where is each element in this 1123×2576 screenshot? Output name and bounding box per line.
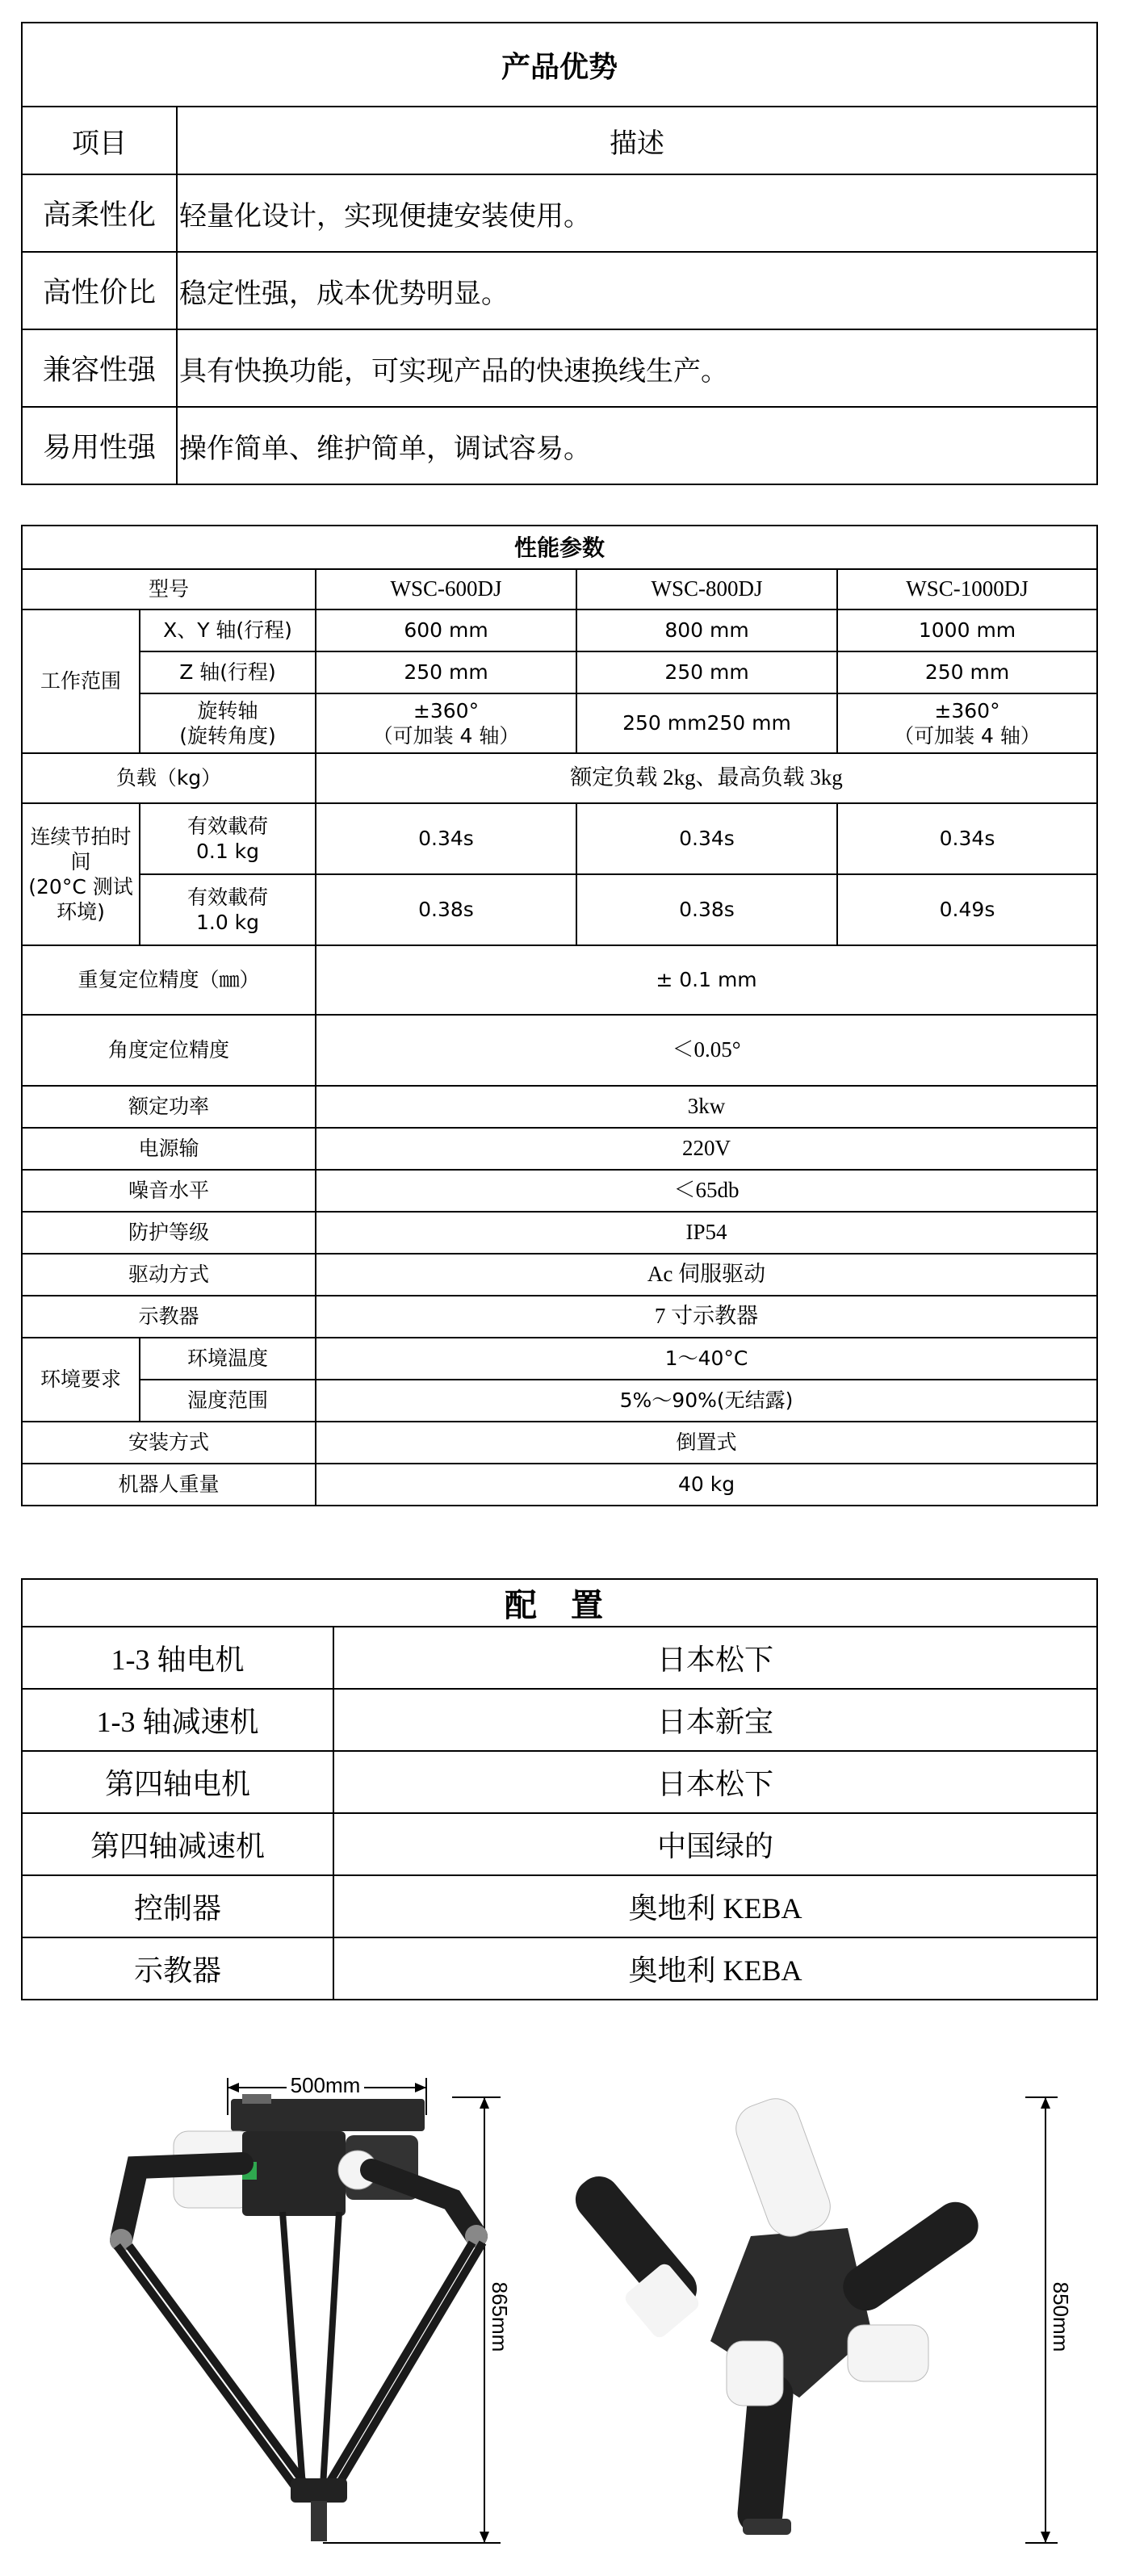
protection-label: 防护等级 (22, 1212, 316, 1254)
payload-label (140, 803, 316, 874)
table-row (22, 1627, 1097, 1689)
cycle-label-2: (20°C 测试环境) (28, 875, 133, 924)
teach-value: 7 寸示教器 (316, 1296, 1097, 1338)
spec-value: 0.38s (576, 874, 837, 945)
payload-label-1: 有效載荷 (186, 814, 268, 838)
xy-axis-label: X、Y 轴(行程) (140, 609, 316, 651)
robot-dimension-drawing (0, 1994, 1123, 2576)
advantage-desc: 稳定性强，成本优势明显。 (177, 252, 1097, 329)
model-name: WSC-1000DJ (837, 569, 1097, 609)
spec-value: 250 mm250 mm (576, 693, 837, 753)
advantage-item: 易用性强 (22, 407, 177, 484)
config-value: 奥地利 KEBA (333, 1937, 1097, 2000)
spec-value: 0.34s (576, 803, 837, 874)
humidity-value: 5%～90%(无结露) (316, 1380, 1097, 1422)
noise-label: 噪音水平 (22, 1170, 316, 1212)
angle-accuracy-value: ＜0.05° (316, 1015, 1097, 1086)
spec-value: 1000 mm (837, 609, 1097, 651)
load-value: 额定负载 2kg、最高负载 3kg (316, 753, 1097, 803)
table-row (22, 174, 1097, 252)
spec-value: 250 mm (316, 651, 576, 693)
advantage-item: 兼容性强 (22, 329, 177, 407)
robot-top-view (567, 2092, 1073, 2543)
header-desc: 描述 (177, 107, 1097, 174)
temp-value: 1～40°C (316, 1338, 1097, 1380)
config-value: 奥地利 KEBA (333, 1875, 1097, 1937)
rotation-label-2: (旋转角度) (179, 724, 276, 748)
spec-value: 0.34s (316, 803, 576, 874)
payload-label-2: 1.0 kg (195, 911, 260, 934)
rotation-axis-label (140, 693, 316, 753)
temp-label: 环境温度 (140, 1338, 316, 1380)
z-axis-label: Z 轴(行程) (140, 651, 316, 693)
weight-value: 40 kg (316, 1464, 1097, 1506)
load-label: 负载（kg） (22, 753, 316, 803)
spec-value: 0.49s (837, 874, 1097, 945)
rotation-note: （可加装 4 轴） (894, 724, 1041, 748)
config-item: 1-3 轴电机 (22, 1627, 333, 1689)
repeat-accuracy-label: 重复定位精度（㎜） (22, 945, 316, 1015)
height-dimension-left: 865mm (488, 2281, 512, 2352)
config-item: 控制器 (22, 1875, 333, 1937)
teach-label: 示教器 (22, 1296, 316, 1338)
work-range-label: 工作范围 (22, 609, 140, 753)
table-row (22, 407, 1097, 484)
spec-value: 800 mm (576, 609, 837, 651)
mount-value: 倒置式 (316, 1422, 1097, 1464)
table-row (22, 329, 1097, 407)
config-item: 第四轴减速机 (22, 1813, 333, 1875)
config-value: 日本松下 (333, 1751, 1097, 1813)
spec-value: 0.38s (316, 874, 576, 945)
payload-label-2: 0.1 kg (195, 840, 260, 863)
advantages-table (21, 22, 1098, 485)
table-row (22, 252, 1097, 329)
protection-value: IP54 (316, 1212, 1097, 1254)
model-label: 型号 (22, 569, 316, 609)
angle-accuracy-label: 角度定位精度 (22, 1015, 316, 1086)
rotation-label-1: 旋转轴 (197, 698, 258, 723)
model-name: WSC-600DJ (316, 569, 576, 609)
config-item: 示教器 (22, 1937, 333, 2000)
payload-label-1: 有效載荷 (186, 885, 268, 909)
specs-table (21, 525, 1098, 1506)
spec-value: 0.34s (837, 803, 1097, 874)
height-dimension-right: 850mm (1049, 2281, 1073, 2352)
power-value: 3kw (316, 1086, 1097, 1128)
advantage-desc: 操作简单、维护简单，调试容易。 (177, 407, 1097, 484)
table-row (22, 1751, 1097, 1813)
table-row (22, 1689, 1097, 1751)
spec-value: 250 mm (837, 651, 1097, 693)
advantage-desc: 轻量化设计，实现便捷安装使用。 (177, 174, 1097, 252)
drive-label: 驱动方式 (22, 1254, 316, 1296)
cycle-label-1: 连续节拍时间 (30, 824, 132, 873)
advantage-item: 高柔性化 (22, 174, 177, 252)
repeat-accuracy-value: ± 0.1 mm (316, 945, 1097, 1015)
config-value: 中国绿的 (333, 1813, 1097, 1875)
config-value: 日本新宝 (333, 1689, 1097, 1751)
spec-value (837, 693, 1097, 753)
weight-label: 机器人重量 (22, 1464, 316, 1506)
rotation-value: ±360° (413, 698, 480, 723)
config-table (21, 1578, 1098, 2000)
table-row (22, 1813, 1097, 1875)
env-label: 环境要求 (22, 1338, 140, 1422)
cycle-time-label (22, 803, 140, 945)
rotation-note: （可加装 4 轴） (372, 724, 520, 748)
advantages-title: 产品优势 (22, 23, 1097, 107)
table-row (22, 1937, 1097, 2000)
model-name: WSC-800DJ (576, 569, 837, 609)
humidity-label: 湿度范围 (140, 1380, 316, 1422)
advantage-item: 高性价比 (22, 252, 177, 329)
config-item: 1-3 轴减速机 (22, 1689, 333, 1751)
robot-side-view (110, 2073, 512, 2543)
config-value: 日本松下 (333, 1627, 1097, 1689)
width-dimension: 500mm (290, 2073, 361, 2097)
spec-value: 250 mm (576, 651, 837, 693)
header-item: 项目 (22, 107, 177, 174)
supply-value: 220V (316, 1128, 1097, 1170)
config-title: 配 置 (22, 1579, 1097, 1627)
config-item: 第四轴电机 (22, 1751, 333, 1813)
payload-label (140, 874, 316, 945)
power-label: 额定功率 (22, 1086, 316, 1128)
noise-value: ＜65db (316, 1170, 1097, 1212)
rotation-value: ±360° (934, 698, 1000, 723)
spec-value (316, 693, 576, 753)
mount-label: 安装方式 (22, 1422, 316, 1464)
drive-value: Ac 伺服驱动 (316, 1254, 1097, 1296)
supply-label: 电源输 (22, 1128, 316, 1170)
specs-title: 性能参数 (22, 526, 1097, 569)
spec-value: 600 mm (316, 609, 576, 651)
table-row (22, 1875, 1097, 1937)
advantage-desc: 具有快换功能，可实现产品的快速换线生产。 (177, 329, 1097, 407)
